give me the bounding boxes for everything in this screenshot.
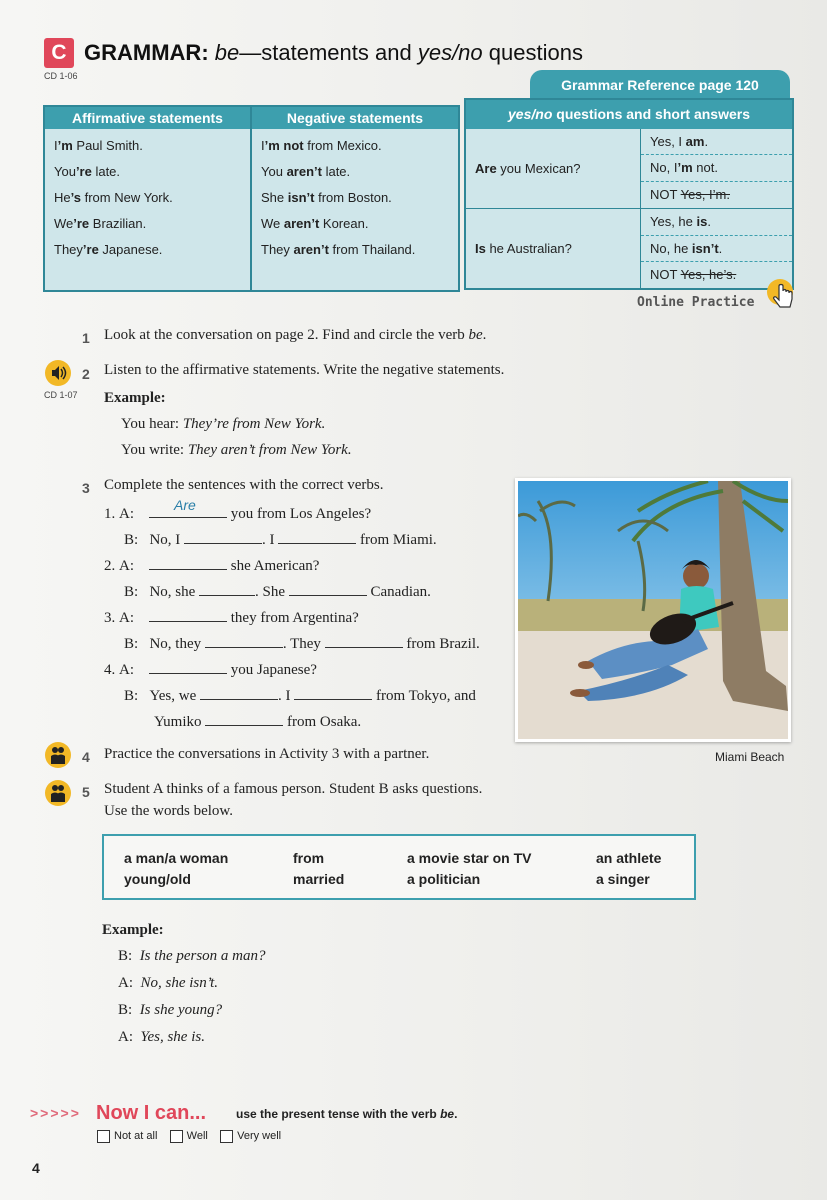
activity-3-instruction: Complete the sentences with the correct verbs. <box>104 477 384 493</box>
answer-blank[interactable] <box>205 711 283 726</box>
checkbox[interactable] <box>170 1130 183 1143</box>
short-answer-incorrect: NOT Yes, he’s. <box>650 267 737 283</box>
now-i-can-title: Now I can... <box>96 1102 207 1124</box>
example-line: B: Is the person a man? <box>118 948 266 964</box>
negative-column <box>251 129 458 290</box>
answer-blank[interactable] <box>149 607 227 622</box>
self-assessment <box>97 1130 281 1143</box>
option-very-well[interactable]: Very well <box>220 1130 281 1142</box>
negative-row: They aren’t from Thailand. <box>261 242 416 257</box>
answer-blank[interactable] <box>199 581 255 596</box>
answer-blank[interactable] <box>184 529 262 544</box>
photo-illustration <box>518 481 788 739</box>
answer-blank[interactable] <box>289 581 367 596</box>
handwritten-answer: Are <box>174 497 196 513</box>
activity-number: 3 <box>82 480 90 496</box>
activity-2-instruction: Listen to the affirmative statements. Write the negative statements. <box>104 362 505 378</box>
affirmative-header: Affirmative statements <box>45 107 251 129</box>
short-answer: No, he isn’t. <box>641 235 793 262</box>
short-answer: No, I’m not. <box>641 155 793 182</box>
negative-row: You aren’t late. <box>261 164 351 179</box>
activity-1-instruction: Look at the conversation on page 2. Find and circle the verb be. <box>104 327 487 343</box>
exercise-item: B: No, she . She Canadian. <box>124 581 431 601</box>
answer-blank[interactable] <box>149 555 227 570</box>
yes-no-table <box>464 98 794 290</box>
activity-number: 4 <box>82 749 90 765</box>
example-you-hear: You hear: They’re from New York. <box>121 416 326 432</box>
pair-work-icon <box>45 742 71 768</box>
short-answer: Yes, he is. <box>641 208 793 235</box>
arrow-decoration: >>>>> <box>30 1105 81 1121</box>
answer-blank[interactable] <box>205 633 283 648</box>
affirmative-column <box>45 129 251 290</box>
section-title: GRAMMAR: be—statements and yes/no questions <box>84 40 583 65</box>
page-number: 4 <box>32 1160 40 1176</box>
now-i-can-statement: use the present tense with the verb be. <box>236 1107 458 1121</box>
activity-5-instruction-line2: Use the words below. <box>104 803 234 819</box>
example-label: Example: <box>104 390 166 406</box>
pointer-hand-icon[interactable] <box>766 278 798 314</box>
negative-row: We aren’t Korean. <box>261 216 369 231</box>
pair-work-icon <box>45 780 71 806</box>
example-line: A: No, she isn’t. <box>118 975 219 991</box>
question-is-he-australian: Is he Australian? <box>466 208 641 288</box>
option-not-at-all[interactable]: Not at all <box>97 1130 157 1142</box>
word-column: a man/a woman young/old <box>124 850 229 887</box>
activity-number: 1 <box>82 330 90 346</box>
answer-blank[interactable] <box>325 633 403 648</box>
affirmative-row: They’re Japanese. <box>54 242 163 257</box>
statements-table <box>43 105 460 292</box>
word-column: a movie star on TV a politician <box>407 850 532 887</box>
beach-photo <box>515 478 791 742</box>
exercise-item: B: Yes, we . I from Tokyo, and <box>124 685 476 705</box>
activity-number: 5 <box>82 784 90 800</box>
option-well[interactable]: Well <box>170 1130 208 1142</box>
short-answer-incorrect: NOT Yes, I’m. <box>641 182 793 209</box>
exercise-item: 4. A: you Japanese? <box>104 659 317 679</box>
negative-header: Negative statements <box>251 107 458 129</box>
checkbox[interactable] <box>97 1130 110 1143</box>
yes-no-header: yes/no questions and short answers <box>466 100 792 129</box>
word-column: an athlete a singer <box>596 850 662 887</box>
answer-blank[interactable] <box>200 685 278 700</box>
negative-row: I’m not from Mexico. <box>261 138 382 153</box>
cd-track-label: CD 1-06 <box>44 71 78 81</box>
activity-5-instruction-line1: Student A thinks of a famous person. Student B asks questions. <box>104 781 483 797</box>
cd-track-label: CD 1-07 <box>44 390 78 400</box>
answer-blank[interactable] <box>278 529 356 544</box>
affirmative-row: I’m Paul Smith. <box>54 138 143 153</box>
example-you-write: You write: They aren’t from New York. <box>121 442 352 458</box>
exercise-item: B: No, I . I from Miami. <box>124 529 437 549</box>
section-badge: C <box>44 38 74 68</box>
example-line: B: Is she young? <box>118 1002 223 1018</box>
grammar-reference-tab[interactable]: Grammar Reference page 120 <box>530 70 790 98</box>
online-practice-link[interactable]: Online Practice <box>637 295 755 310</box>
example-line: A: Yes, she is. <box>118 1029 205 1045</box>
affirmative-row: We’re Brazilian. <box>54 216 147 231</box>
answer-blank[interactable] <box>294 685 372 700</box>
exercise-item: 2. A: she American? <box>104 555 319 575</box>
short-answer: Yes, I am. <box>641 129 793 155</box>
exercise-item: 3. A: they from Argentina? <box>104 607 359 627</box>
word-box <box>102 834 696 900</box>
checkbox[interactable] <box>220 1130 233 1143</box>
negative-row: She isn’t from Boston. <box>261 190 392 205</box>
answer-blank[interactable] <box>149 497 227 518</box>
exercise-item: Yumiko from Osaka. <box>154 711 361 731</box>
example-label: Example: <box>102 922 164 938</box>
exercise-item: 1. A: Are you from Los Angeles? <box>104 497 372 522</box>
affirmative-row: You’re late. <box>54 164 121 179</box>
activity-number: 2 <box>82 366 90 382</box>
answer-blank[interactable] <box>149 659 227 674</box>
word-column: from married <box>293 850 345 887</box>
audio-speaker-icon[interactable] <box>45 360 71 386</box>
affirmative-row: He’s from New York. <box>54 190 173 205</box>
question-are-you-mexican: Are you Mexican? <box>466 129 641 209</box>
activity-4-instruction: Practice the conversations in Activity 3 with a partner. <box>104 746 430 762</box>
exercise-item: B: No, they . They from Brazil. <box>124 633 480 653</box>
photo-caption: Miami Beach <box>715 750 785 764</box>
